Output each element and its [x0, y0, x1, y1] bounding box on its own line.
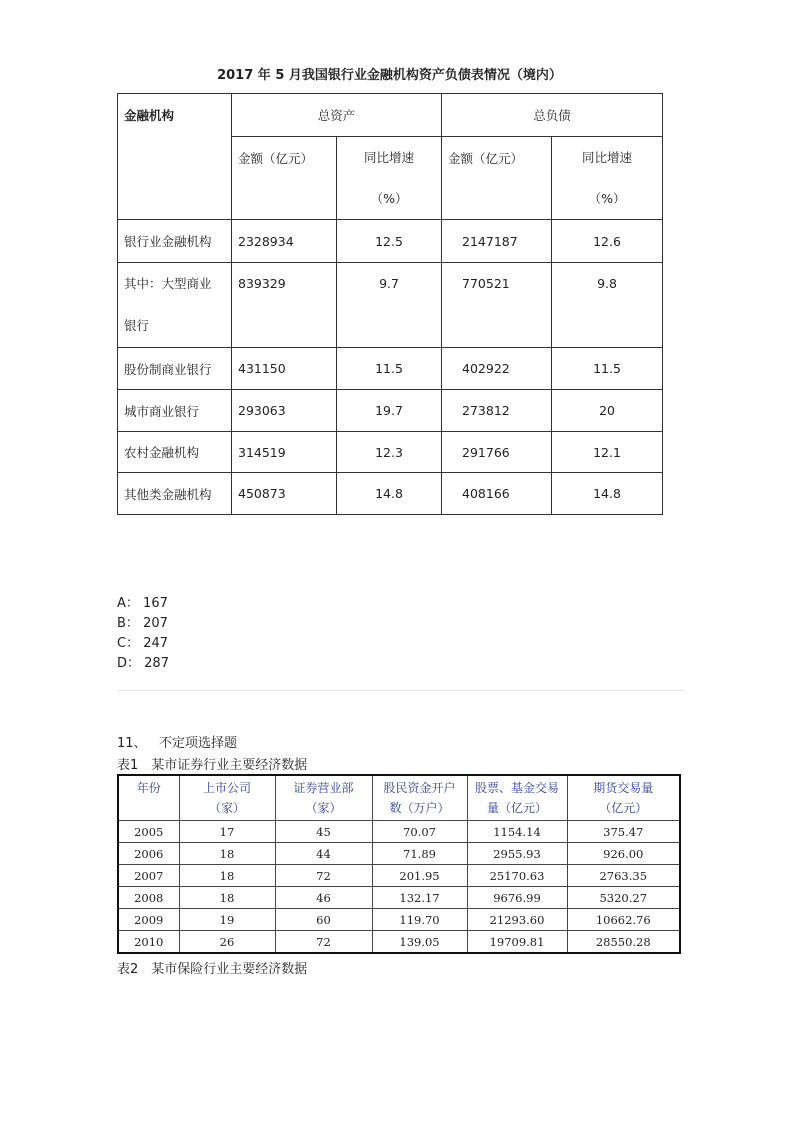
header-line1: 期货交易量 [593, 781, 654, 795]
row-assets: 293063 [232, 390, 337, 432]
header-liab-amount: 金额（亿元） [442, 137, 552, 220]
header-line1: 年份 [136, 781, 161, 795]
header-line1: 上市公司 [202, 781, 251, 795]
row-liab: 273812 [442, 390, 552, 432]
table-row [118, 432, 663, 473]
cell: 2006 [118, 843, 179, 865]
cell: 2008 [118, 887, 179, 909]
securities-data-table [117, 774, 681, 954]
cell: 19709.81 [467, 931, 567, 954]
table-row [118, 931, 680, 954]
table-row [118, 473, 663, 515]
cell: 46 [275, 887, 372, 909]
table1-title: 2017 年 5 月我国银行业金融机构资产负债表情况（境内） [217, 68, 562, 83]
cell: 25170.63 [467, 865, 567, 887]
table2-header-row [118, 775, 680, 821]
cell: 1154.14 [467, 821, 567, 843]
header-institution: 金融机构 [118, 94, 232, 220]
table-row [118, 263, 663, 348]
row-liab-yoy: 14.8 [552, 473, 663, 515]
header-liab-yoy [552, 137, 663, 220]
header-year [118, 775, 179, 821]
cell: 2010 [118, 931, 179, 954]
cell: 21293.60 [467, 909, 567, 931]
row-assets: 431150 [232, 348, 337, 390]
row-name: 银行业金融机构 [118, 220, 232, 263]
cell: 2009 [118, 909, 179, 931]
table-row [118, 909, 680, 931]
cell: 44 [275, 843, 372, 865]
row-name-line1: 其中：大型商业 [124, 276, 212, 291]
cell: 18 [179, 887, 275, 909]
option-label: A： [117, 596, 139, 611]
header-line1: 股票、基金交易 [474, 781, 559, 795]
cell: 18 [179, 843, 275, 865]
option-value: 247 [143, 636, 169, 651]
cell: 926.00 [567, 843, 680, 865]
header-assets-yoy [337, 137, 442, 220]
header-listed-companies [179, 775, 275, 821]
option-a[interactable] [117, 594, 169, 614]
bank-balance-sheet-table [117, 93, 663, 515]
cell: 119.70 [372, 909, 467, 931]
row-assets-yoy: 19.7 [337, 390, 442, 432]
header-line2: （家） [305, 801, 342, 815]
table-row [118, 887, 680, 909]
yoy-label: 同比增速 [364, 150, 415, 165]
header-branches [275, 775, 372, 821]
cell: 72 [275, 865, 372, 887]
cell: 71.89 [372, 843, 467, 865]
cell: 2955.93 [467, 843, 567, 865]
cell: 45 [275, 821, 372, 843]
table-row [118, 865, 680, 887]
yoy-label: 同比增速 [582, 150, 633, 165]
cell: 139.05 [372, 931, 467, 954]
cell: 132.17 [372, 887, 467, 909]
row-name: 城市商业银行 [118, 390, 232, 432]
cell: 10662.76 [567, 909, 680, 931]
cell: 2007 [118, 865, 179, 887]
cell: 2763.35 [567, 865, 680, 887]
row-assets: 839329 [232, 263, 337, 348]
row-assets-yoy: 12.3 [337, 432, 442, 473]
table3-caption: 表2 某市保险行业主要经济数据 [117, 962, 308, 977]
question-type: 不定项选择题 [158, 736, 237, 751]
row-liab: 291766 [442, 432, 552, 473]
table-row [118, 390, 663, 432]
table-row [118, 220, 663, 263]
header-line2: 数（万户） [389, 801, 450, 815]
row-assets-yoy: 14.8 [337, 473, 442, 515]
header-futures-volume [567, 775, 680, 821]
row-liab-yoy: 20 [552, 390, 663, 432]
row-assets-yoy: 11.5 [337, 348, 442, 390]
header-line2: （亿元） [599, 801, 648, 815]
row-liab-yoy: 9.8 [552, 263, 663, 348]
row-liab: 770521 [442, 263, 552, 348]
cell: 60 [275, 909, 372, 931]
table-row [118, 821, 680, 843]
header-line2 [119, 798, 179, 818]
header-line2: 量（亿元） [486, 801, 547, 815]
header-stock-volume [467, 775, 567, 821]
header-line1: 股民资金开户 [383, 781, 456, 795]
option-value: 287 [144, 656, 169, 671]
header-assets-amount: 金额（亿元） [232, 137, 337, 220]
section-divider [117, 690, 684, 691]
row-assets-yoy: 9.7 [337, 263, 442, 348]
table2-caption: 表1 某市证券行业主要经济数据 [117, 758, 308, 773]
cell: 26 [179, 931, 275, 954]
option-label: C： [117, 636, 140, 651]
row-liab: 402922 [442, 348, 552, 390]
cell: 70.07 [372, 821, 467, 843]
yoy-unit: （%） [588, 191, 626, 206]
cell: 18 [179, 865, 275, 887]
option-value: 207 [143, 616, 168, 631]
option-d[interactable] [117, 654, 169, 674]
row-liab-yoy: 11.5 [552, 348, 663, 390]
header-line1: 证券营业部 [293, 781, 354, 795]
header-total-assets: 总资产 [232, 94, 442, 137]
question-number: 11、 [117, 736, 147, 751]
option-value: 167 [143, 596, 168, 611]
row-name: 其他类金融机构 [118, 473, 232, 515]
row-liab-yoy: 12.1 [552, 432, 663, 473]
row-assets: 314519 [232, 432, 337, 473]
row-name: 股份制商业银行 [118, 348, 232, 390]
cell: 19 [179, 909, 275, 931]
cell: 375.47 [567, 821, 680, 843]
header-total-liabilities: 总负债 [442, 94, 663, 137]
table-row [118, 348, 663, 390]
cell: 5320.27 [567, 887, 680, 909]
table-row [118, 843, 680, 865]
row-liab-yoy: 12.6 [552, 220, 663, 263]
option-b[interactable] [117, 614, 169, 634]
yoy-unit: （%） [370, 191, 408, 206]
option-c[interactable] [117, 634, 169, 654]
header-accounts [372, 775, 467, 821]
cell: 28550.28 [567, 931, 680, 954]
question-title [117, 732, 237, 751]
header-line2: （家） [208, 801, 245, 815]
row-assets-yoy: 12.5 [337, 220, 442, 263]
cell: 9676.99 [467, 887, 567, 909]
row-name: 农村金融机构 [118, 432, 232, 473]
cell: 17 [179, 821, 275, 843]
cell: 72 [275, 931, 372, 954]
row-assets: 450873 [232, 473, 337, 515]
row-name [118, 263, 232, 348]
option-label: D： [117, 656, 141, 671]
row-liab: 2147187 [442, 220, 552, 263]
cell: 201.95 [372, 865, 467, 887]
row-name-line2: 银行 [124, 318, 150, 333]
row-assets: 2328934 [232, 220, 337, 263]
row-liab: 408166 [442, 473, 552, 515]
answer-options [117, 594, 169, 674]
cell: 2005 [118, 821, 179, 843]
option-label: B： [117, 616, 139, 631]
